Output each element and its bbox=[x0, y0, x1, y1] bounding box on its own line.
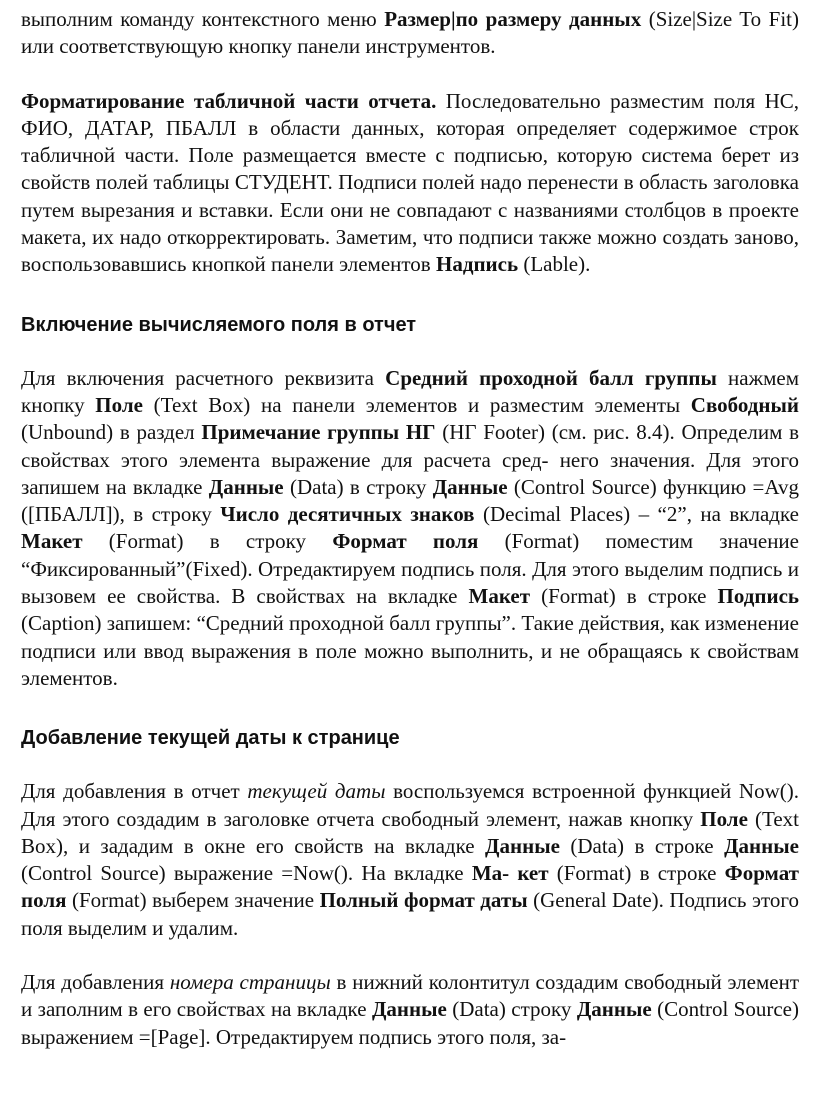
bold-term: Данные bbox=[724, 833, 799, 858]
bold-term: Формат поля bbox=[332, 529, 479, 554]
bold-term: Макет bbox=[468, 584, 531, 609]
bold-term: Ма- кет bbox=[471, 861, 549, 886]
bold-term: Поле bbox=[95, 392, 143, 417]
bold-term: Данные bbox=[208, 474, 284, 499]
bold-term: Размер|по размеру данных bbox=[384, 7, 642, 31]
bold-term: Формат поля bbox=[21, 861, 799, 913]
section-heading-calculated-field: Включение вычисляемого поля в отчет bbox=[21, 313, 417, 336]
paragraph-calculated-field: Для включения расчетного реквизита Средний проходной балл группы нажмем кнопку Поле (Text Box) на панели элементов и разместим элементы Свободный (Unbound) в раздел Примечание группы НГ (НГ Footer) (см. рис. 8.4). Определим в свойствах этого элемента выражение для расчета сред- него значения. Для этого запишем на вкладке Данные (Data) в строку Данные (Control Source) функцию =Avg ([ПБАЛЛ]), в строку Число десятичных знаков (Decimal Places) – “2”, на вкладке Макет (Format) в строку Формат поля (Format) поместим значение “Фиксированный”(Fixed). Отредактируем подпись поля. Для этого выделим подпись и вызовем ее свойства. В свойствах на вкладке Макет (Format) в строке Подпись (Caption) запишем: “Средний проходной балл группы”. Такие действия, как изменение подписи или ввод выражения в поле можно выполнить, и не обращаясь к свойствам элементов. bbox=[21, 365, 800, 690]
bold-term: Данные bbox=[371, 997, 447, 1022]
paragraph-page-number: Для добавления номера страницы в нижний колонтитул создадим свободный элемент и заполним в его свойствах на вкладке Данные (Data) строку Данные (Control Source) выражением =[Page]. Отредактируем подпись этого поля, за- bbox=[21, 970, 800, 1049]
bold-term: Число десятичных знаков bbox=[220, 502, 475, 527]
italic-term: номера страницы bbox=[169, 970, 331, 995]
italic-term: текущей даты bbox=[247, 779, 386, 804]
bold-term: Свободный bbox=[690, 392, 799, 417]
bold-term: Форматирование табличной части отчета. bbox=[21, 88, 437, 113]
bold-term: Полный формат даты bbox=[319, 888, 528, 913]
bold-term: Примечание группы НГ bbox=[201, 420, 436, 445]
paragraph-size-to-fit: выполним команду контекстного меню Размер|по размеру данных (Size|Size To Fit) или соответствующую кнопку панели инструментов. bbox=[21, 7, 799, 59]
bold-term: Надпись bbox=[435, 252, 519, 277]
paragraph-current-date: Для добавления в отчет текущей даты воспользуемся встроенной функцией Now(). Для этого создадим в заголовке отчета свободный элемент, нажав кнопку Поле (Text Box), и зададим в окне его свойств на вкладке Данные (Data) в строке Данные (Control Source) выражение =Now(). На вкладке Ма- кет (Format) в строке Формат поля (Format) выберем значение Полный формат даты (General Date). Подпись этого поля выделим и удалим. bbox=[21, 779, 799, 940]
bold-term: Подпись bbox=[717, 584, 799, 609]
bold-term: Данные bbox=[576, 997, 652, 1022]
bold-term: Поле bbox=[700, 806, 748, 831]
bold-term: Данные bbox=[485, 833, 560, 858]
paragraph-table-formatting: Форматирование табличной части отчета. Последовательно разместим поля НС, ФИО, ДАТАР, ПБАЛЛ в области данных, которая определяет содержимое строк табличной части. Поле размещается вместе с подписью, которую система берет из свойств полей таблицы СТУДЕНТ. Подписи полей надо перенести в область заголовка путем вырезания и вставки. Если они не совпадают с названиями столбцов в проекте макета, их надо откорректировать. Заметим, что подписи также можно создать заново, воспользовавшись кнопкой панели элементов Надпись (Lable). bbox=[21, 88, 799, 277]
bold-term: Макет bbox=[21, 529, 83, 554]
bold-term: Данные bbox=[432, 474, 508, 499]
bold-term: Средний проходной балл группы bbox=[385, 365, 717, 390]
section-heading-current-date: Добавление текущей даты к странице bbox=[21, 727, 400, 750]
